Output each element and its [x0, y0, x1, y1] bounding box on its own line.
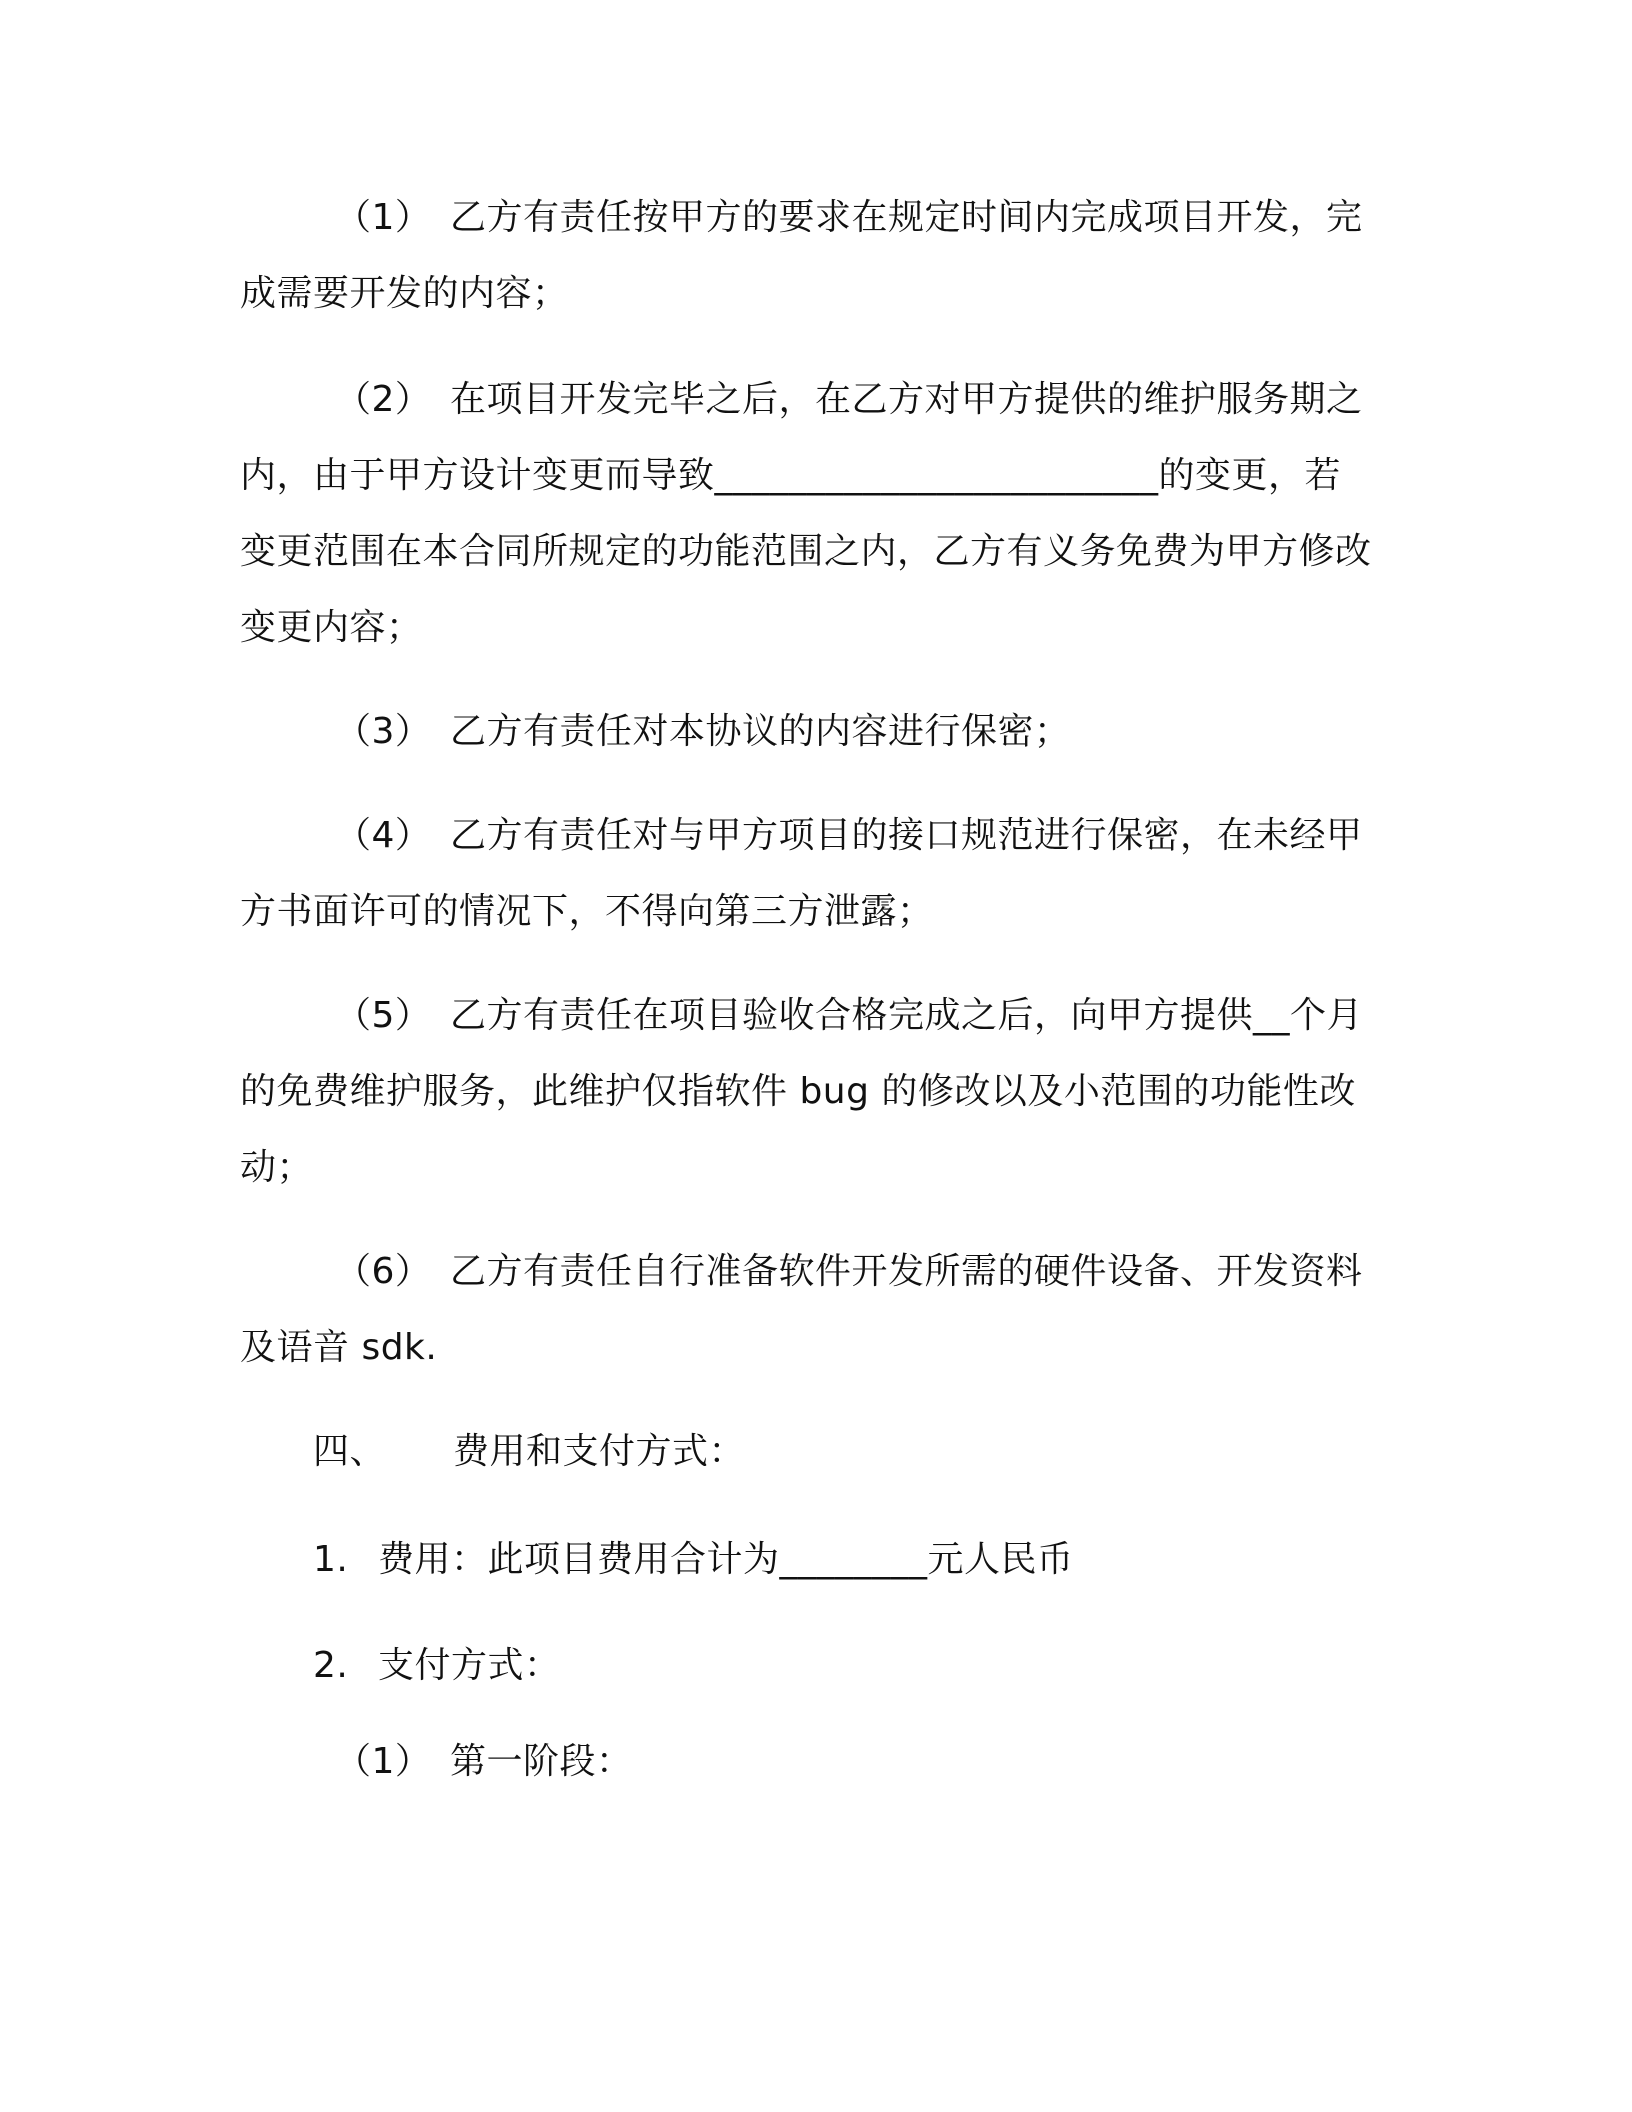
stage-item-text: 第一阶段： [450, 1741, 633, 1782]
section-heading-marker: 四、 [313, 1431, 387, 1472]
clause-4-marker: （4） [335, 815, 432, 856]
fee-item-text: 费用：此项目费用合计为________元人民币 [378, 1539, 1074, 1580]
clause-5 [240, 978, 1375, 1206]
payment-item-marker: 2. [313, 1645, 349, 1686]
clause-6-text: 乙方有责任自行准备软件开发所需的硬件设备、开发资料及语音 sdk. [240, 1251, 1363, 1368]
clause-5-marker: （5） [335, 995, 432, 1036]
payment-item-text: 支付方式： [378, 1645, 561, 1686]
clause-3-marker: （3） [335, 711, 432, 752]
section-heading [313, 1414, 745, 1490]
stage-item-marker: （1） [335, 1741, 432, 1782]
fee-item-marker: 1. [313, 1539, 349, 1580]
clause-1 [240, 180, 1375, 332]
payment-item [313, 1628, 561, 1704]
clause-6-marker: （6） [335, 1251, 432, 1292]
clause-2-text: 在项目开发完毕之后，在乙方对甲方提供的维护服务期之内，由于甲方设计变更而导致________________________的变更，若变更范围在本合同所规定的功能范围之内，乙方有义务免费为甲方修改变更内容； [240, 379, 1372, 648]
clause-2-marker: （2） [335, 379, 432, 420]
clause-1-text: 乙方有责任按甲方的要求在规定时间内完成项目开发，完成需要开发的内容； [240, 197, 1363, 314]
section-heading-text: 费用和支付方式： [453, 1431, 746, 1472]
clause-5-text: 乙方有责任在项目验收合格完成之后，向甲方提供__个月的免费维护服务，此维护仅指软件 bug 的修改以及小范围的功能性改动； [240, 995, 1364, 1188]
clause-6 [240, 1234, 1375, 1386]
stage-item [335, 1724, 633, 1800]
clause-4-text: 乙方有责任对与甲方项目的接口规范进行保密，在未经甲方书面许可的情况下，不得向第三方泄露； [240, 815, 1363, 932]
clause-4 [240, 798, 1375, 950]
clause-3 [240, 694, 1375, 770]
clause-3-text: 乙方有责任对本协议的内容进行保密； [450, 711, 1071, 752]
clause-2 [240, 362, 1375, 666]
clause-1-marker: （1） [335, 197, 432, 238]
fee-item [313, 1522, 1074, 1598]
